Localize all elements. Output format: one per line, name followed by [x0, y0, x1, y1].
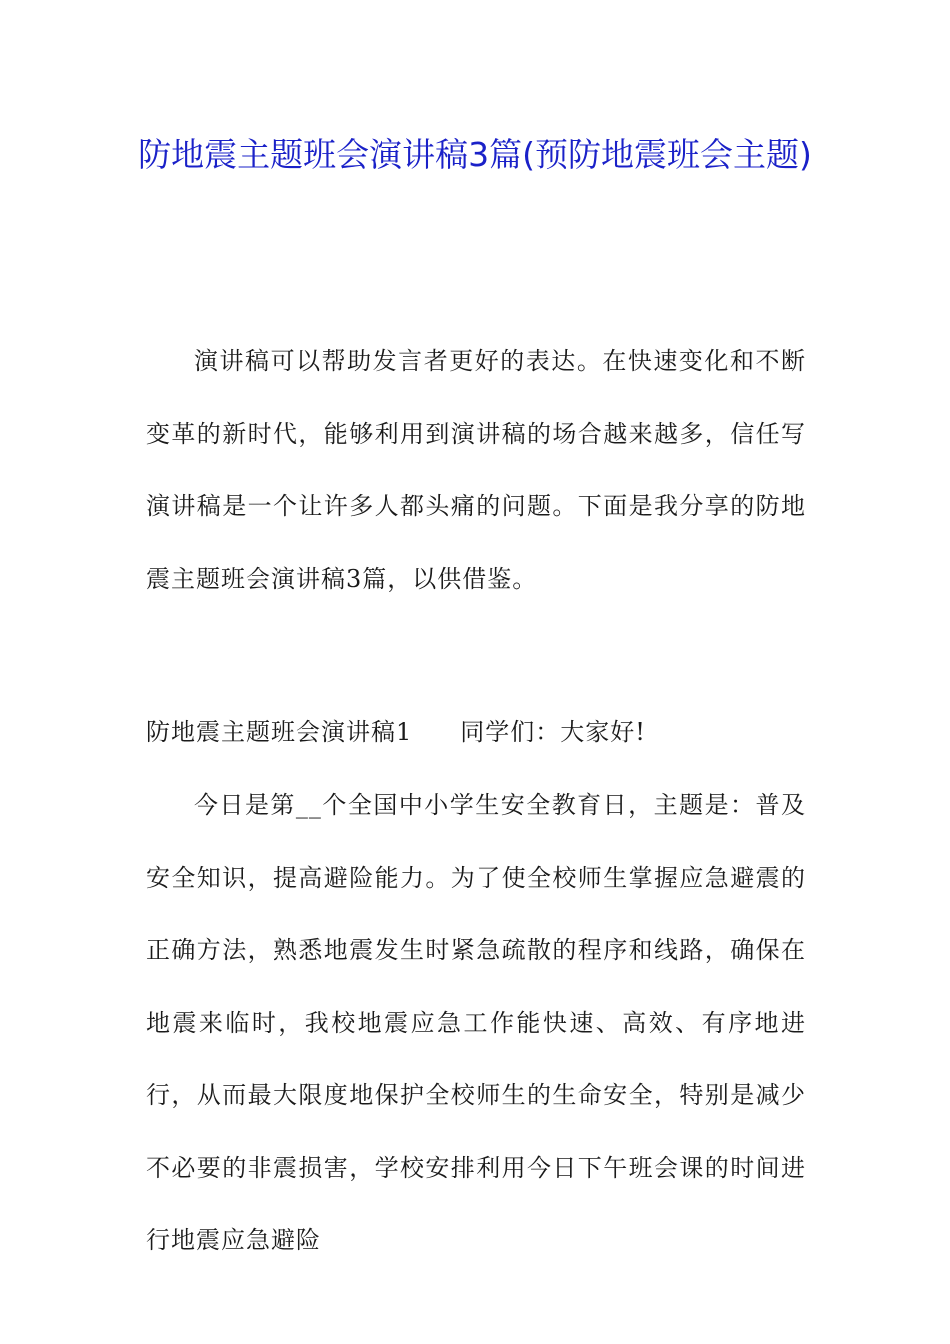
greeting: 同学们：大家好!	[460, 718, 646, 746]
intro-paragraph: 演讲稿可以帮助发言者更好的表达。在快速变化和不断变革的新时代，能够利用到演讲稿的场合越来越多，信任写演讲稿是一个让许多人都头痛的问题。下面是我分享的防地震主题班会演讲稿3篇，以供借鉴。	[146, 347, 806, 593]
section-heading: 防地震主题班会演讲稿1	[146, 718, 413, 746]
document-title: 防地震主题班会演讲稿3篇(预防地震班会主题)	[138, 135, 812, 174]
body-paragraph: 今日是第__个全国中小学生安全教育日，主题是：普及安全知识，提高避险能力。为了使全校师生掌握应急避震的正确方法，熟悉地震发生时紧急疏散的程序和线路，确保在地震来临时，我校地震应急工作能快速、高效、有序地进行，从而最大限度地保护全校师生的生命安全，特别是减少不必要的非震损害，学校安排利用今日下午班会课的时间进行地震应急避险	[146, 791, 806, 1254]
section-heading-line	[146, 696, 806, 769]
